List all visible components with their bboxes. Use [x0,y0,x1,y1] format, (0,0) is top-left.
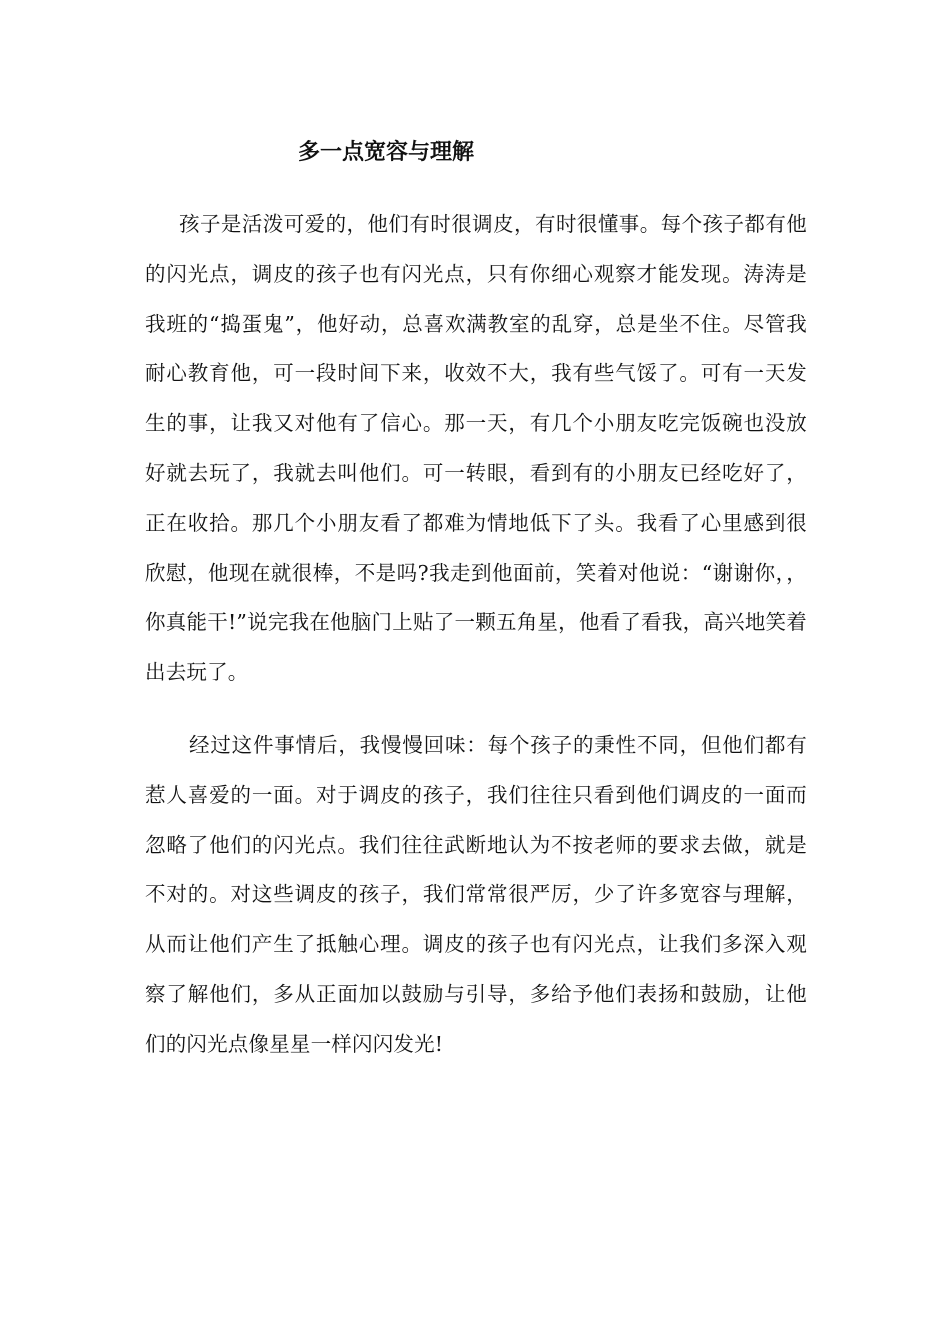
paragraph-1: 孩子是活泼可爱的，他们有时很调皮，有时很懂事。每个孩子都有他的闪光点，调皮的孩子也有闪光点，只有你细心观察才能发现。涛涛是我班的“捣蛋鬼”，他好动，总喜欢满教室的乱穿，总是坐不住。尽管我耐心教育他，可一段时间下来，收效不大，我有些气馁了。可有一天发生的事，让我又对他有了信心。那一天，有几个小朋友吃完饭碗也没放好就去玩了，我就去叫他们。可一转眼，看到有的小朋友已经吃好了，正在收拾。那几个小朋友看了都难为情地低下了头。我看了心里感到很欣慰，他现在就很棒，不是吗?我走到他面前，笑着对他说：“谢谢你，，你真能干!”说完我在他脑门上贴了一颗五角星，他看了看我，高兴地笑着出去玩了。 [145,212,807,685]
document-title: 多一点宽容与理解 [298,139,475,165]
paragraph-2: 经过这件事情后，我慢慢回味：每个孩子的秉性不同，但他们都有惹人喜爱的一面。对于调皮的孩子，我们往往只看到他们调皮的一面而忽略了他们的闪光点。我们往往武断地认为不按老师的要求去做，就是不对的。对这些调皮的孩子，我们常常很严厉，少了许多宽容与理解，从而让他们产生了抵触心理。调皮的孩子也有闪光点，让我们多深入观察了解他们，多从正面加以鼓励与引导，多给予他们表扬和鼓励，让他们的闪光点像星星一样闪闪发光! [145,733,807,1056]
